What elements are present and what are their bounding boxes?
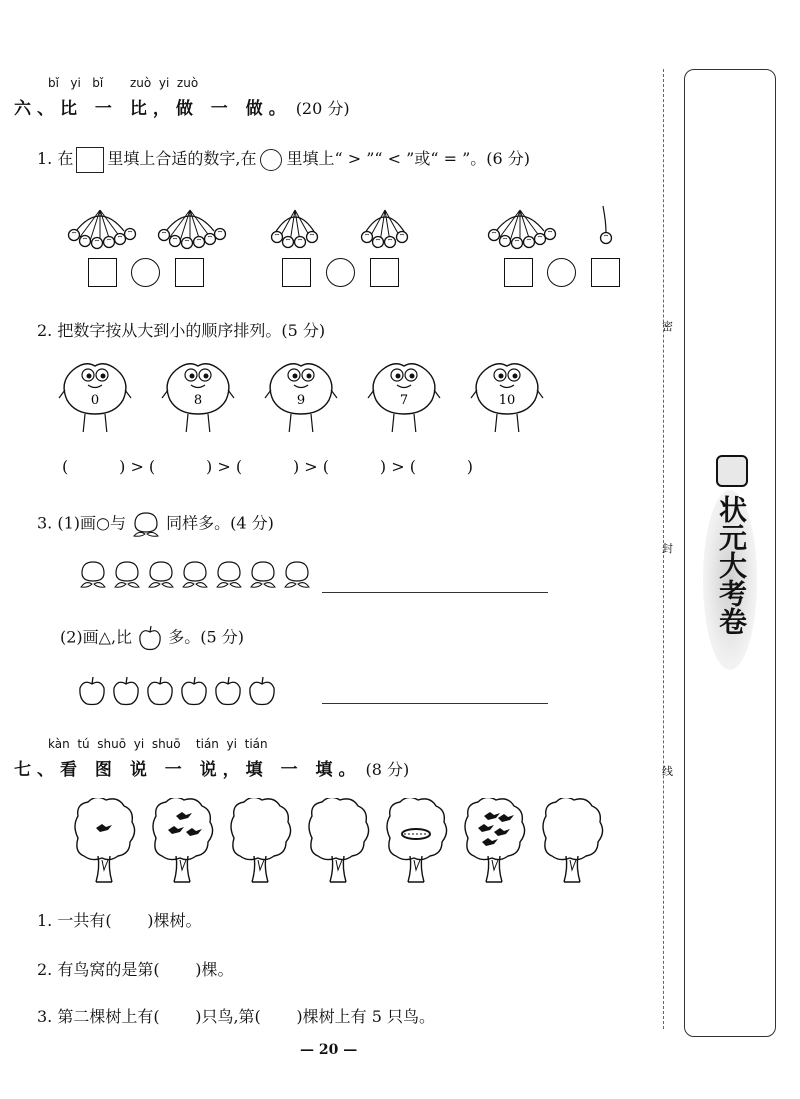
page-number: — 20 — xyxy=(300,1042,358,1058)
section7-title: 七、看 图 说 一 说，填 一 填。 (8 分) xyxy=(14,760,410,780)
q3a-instruction: 3. (1)画○与 同样多。(4 分) xyxy=(37,510,274,538)
character-number: 9 xyxy=(296,393,306,408)
q3b-answer-line[interactable] xyxy=(322,703,548,704)
q1-instruction: 1. 在 里填上合适的数字,在 里填上“ > ”“ < ”或“ = ”。(6 分) xyxy=(37,146,530,173)
s7-q1[interactable]: 1. 一共有( )棵树。 xyxy=(37,911,202,930)
tree-row xyxy=(70,798,620,888)
peach-row xyxy=(80,560,320,592)
cherry-bunch xyxy=(69,210,136,249)
section6-pinyin: bǐ yi bǐ zuò yi zuò xyxy=(48,76,199,90)
character-number: 0 xyxy=(90,393,100,408)
s7-q2[interactable]: 2. 有鸟窝的是第( )棵。 xyxy=(37,960,234,979)
example-square xyxy=(76,147,104,173)
ordering-blanks[interactable]: ( ) > ( ) > ( ) > ( ) > ( ) xyxy=(62,457,474,476)
example-circle xyxy=(260,149,282,171)
brand-title: 状元大考卷 xyxy=(715,495,748,635)
section7-pinyin: kàn tú shuō yi shuō tián yi tián xyxy=(48,737,268,751)
brand-logo-icon xyxy=(716,455,748,487)
peach-icon xyxy=(131,510,161,538)
s7-q3[interactable]: 3. 第二棵树上有( )只鸟,第( )棵树上有 5 只鸟。 xyxy=(37,1007,435,1026)
compare-circle[interactable] xyxy=(547,258,576,287)
q3b-instruction: (2)画△,比 多。(5 分) xyxy=(60,624,244,652)
character-number: 8 xyxy=(193,393,203,408)
q2-instruction: 2. 把数字按从大到小的顺序排列。(5 分) xyxy=(37,321,326,340)
compare-circle[interactable] xyxy=(326,258,355,287)
answer-box[interactable] xyxy=(282,258,311,287)
character-number: 10 xyxy=(498,393,516,408)
answer-box[interactable] xyxy=(175,258,204,287)
character-number: 7 xyxy=(399,393,409,408)
answer-box[interactable] xyxy=(591,258,620,287)
answer-box[interactable] xyxy=(370,258,399,287)
answer-box[interactable] xyxy=(504,258,533,287)
cherry-groups xyxy=(60,200,640,252)
apple-icon xyxy=(137,624,163,652)
seal-char: 线 xyxy=(662,765,673,778)
apple-row xyxy=(78,676,288,710)
seal-char: 封 xyxy=(662,542,673,555)
seal-char: 密 xyxy=(662,320,673,333)
compare-circle[interactable] xyxy=(131,258,160,287)
section6-title: 六、比 一 比，做 一 做。 (20 分) xyxy=(14,99,350,119)
answer-box[interactable] xyxy=(88,258,117,287)
number-characters xyxy=(55,360,555,432)
q3a-answer-line[interactable] xyxy=(322,592,548,593)
